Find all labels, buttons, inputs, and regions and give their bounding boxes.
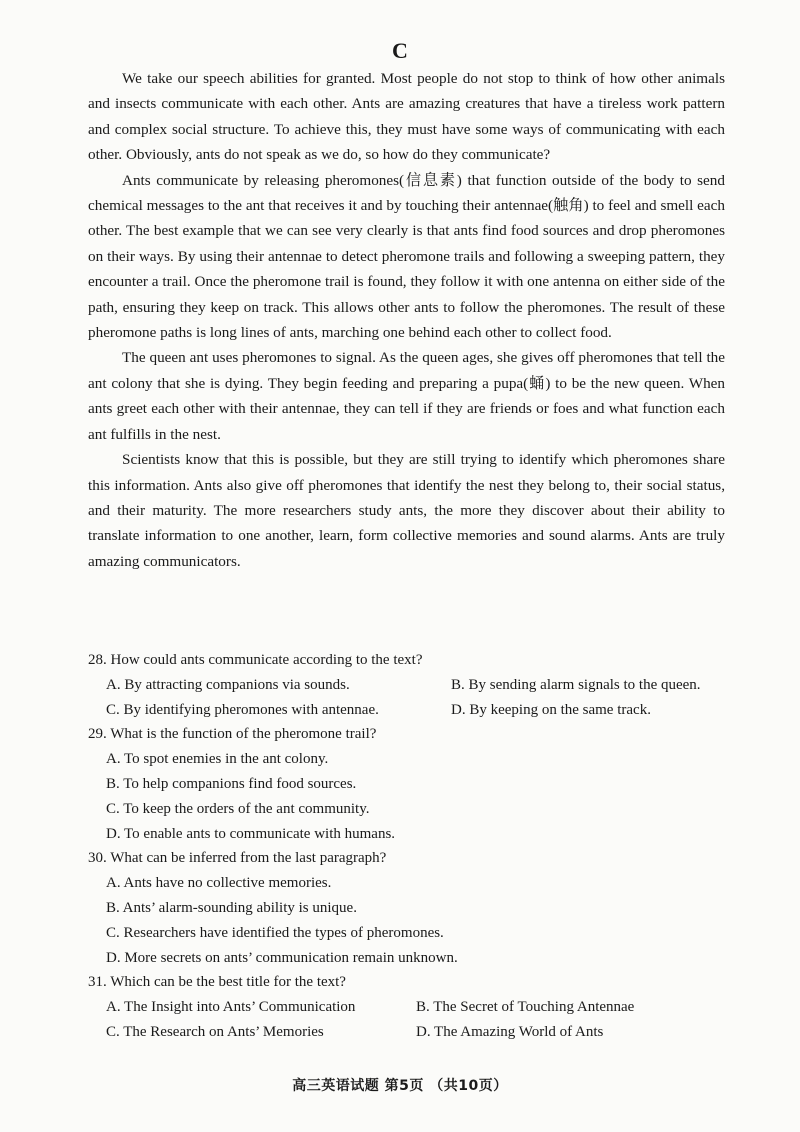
option-c: C. The Research on Ants’ Memories <box>106 1023 324 1040</box>
option-d: D. By keeping on the same track. <box>451 701 651 718</box>
option-a: A. To spot enemies in the ant colony. <box>106 751 329 768</box>
option-b: B. Ants’ alarm-sounding ability is unique. <box>106 899 357 916</box>
option-a: A. By attracting companions via sounds. <box>106 676 350 693</box>
page-footer: 高三英语试题 第5页 （共10页） <box>292 1078 508 1094</box>
option-d: D. The Amazing World of Ants <box>416 1023 604 1040</box>
option-a: A. Ants have no collective memories. <box>106 875 332 892</box>
question-stem: 31. Which can be the best title for the text? <box>88 974 346 991</box>
passage-paragraph-1: We take our speech abilities for granted. Most people do not stop to think of how other animals and insects communicate with each other. Ants are amazing creatures that have a tireless work pattern and complex social structure. To achieve this, they must have some ways of communicating with each other. Obviously, ants do not speak as we do, so how do they communicate? <box>88 70 725 164</box>
question-30 <box>88 846 728 970</box>
option-d: D. To enable ants to communicate with humans. <box>106 825 396 842</box>
passage-paragraph-2: Ants communicate by releasing pheromones(信息素) that function outside of the body to send chemical messages to the ant that receives it and by touching their antennae(触角) to feel and smell each other. The best example that we can see very clearly is that ants find food sources and drop pheromones on their ways. By using their antennae to detect pheromone trails and following a sweeping pattern, they encounter a trail. Once the pheromone trail is found, they follow it with one antenna on either side of the path, ensuring they keep on track. This allows other ants to follow the pheromones. The result of these pheromone paths is long lines of ants, marching one behind each other to collect food. <box>88 171 725 342</box>
option-c: C. To keep the orders of the ant community. <box>106 800 370 817</box>
question-stem: 28. How could ants communicate according to the text? <box>88 652 423 668</box>
question-list <box>88 648 728 1045</box>
question-stem: 29. What is the function of the pheromone trail? <box>88 726 377 743</box>
passage-paragraph-4: Scientists know that this is possible, but they are still trying to identify which pheromones share this information. Ants also give off pheromones that identify the nest they belong to, their social status, and their maturity. The more researchers study ants, the more they discover about their ability to translate information to one another, learn, form collective memories and sound alarms. Ants are truly amazing communicators. <box>88 451 725 570</box>
options <box>88 673 728 723</box>
options <box>88 747 728 846</box>
reading-passage <box>88 66 725 574</box>
option-b: B. To help companions find food sources. <box>106 775 357 792</box>
question-29 <box>88 722 728 846</box>
question-stem: 30. What can be inferred from the last paragraph? <box>88 850 387 867</box>
section-heading: C <box>392 38 408 63</box>
options <box>88 995 728 1045</box>
option-c: C. Researchers have identified the types of pheromones. <box>106 924 444 941</box>
option-b: B. By sending alarm signals to the queen. <box>451 676 701 693</box>
option-d: D. More secrets on ants’ communication remain unknown. <box>106 949 458 966</box>
options <box>88 871 728 970</box>
option-c: C. By identifying pheromones with antennae. <box>106 701 379 718</box>
option-b: B. The Secret of Touching Antennae <box>416 999 635 1016</box>
question-28 <box>88 648 728 722</box>
passage-paragraph-3: The queen ant uses pheromones to signal. As the queen ages, she gives off pheromones that tell the ant colony that she is dying. They begin feeding and preparing a pupa(蛹) to be the new queen. When ants greet each other with their antennae, they can tell if they are friends or foes and what function each ant fulfills in the nest. <box>88 349 725 443</box>
question-31 <box>88 970 728 1044</box>
option-a: A. The Insight into Ants’ Communication <box>106 999 356 1016</box>
